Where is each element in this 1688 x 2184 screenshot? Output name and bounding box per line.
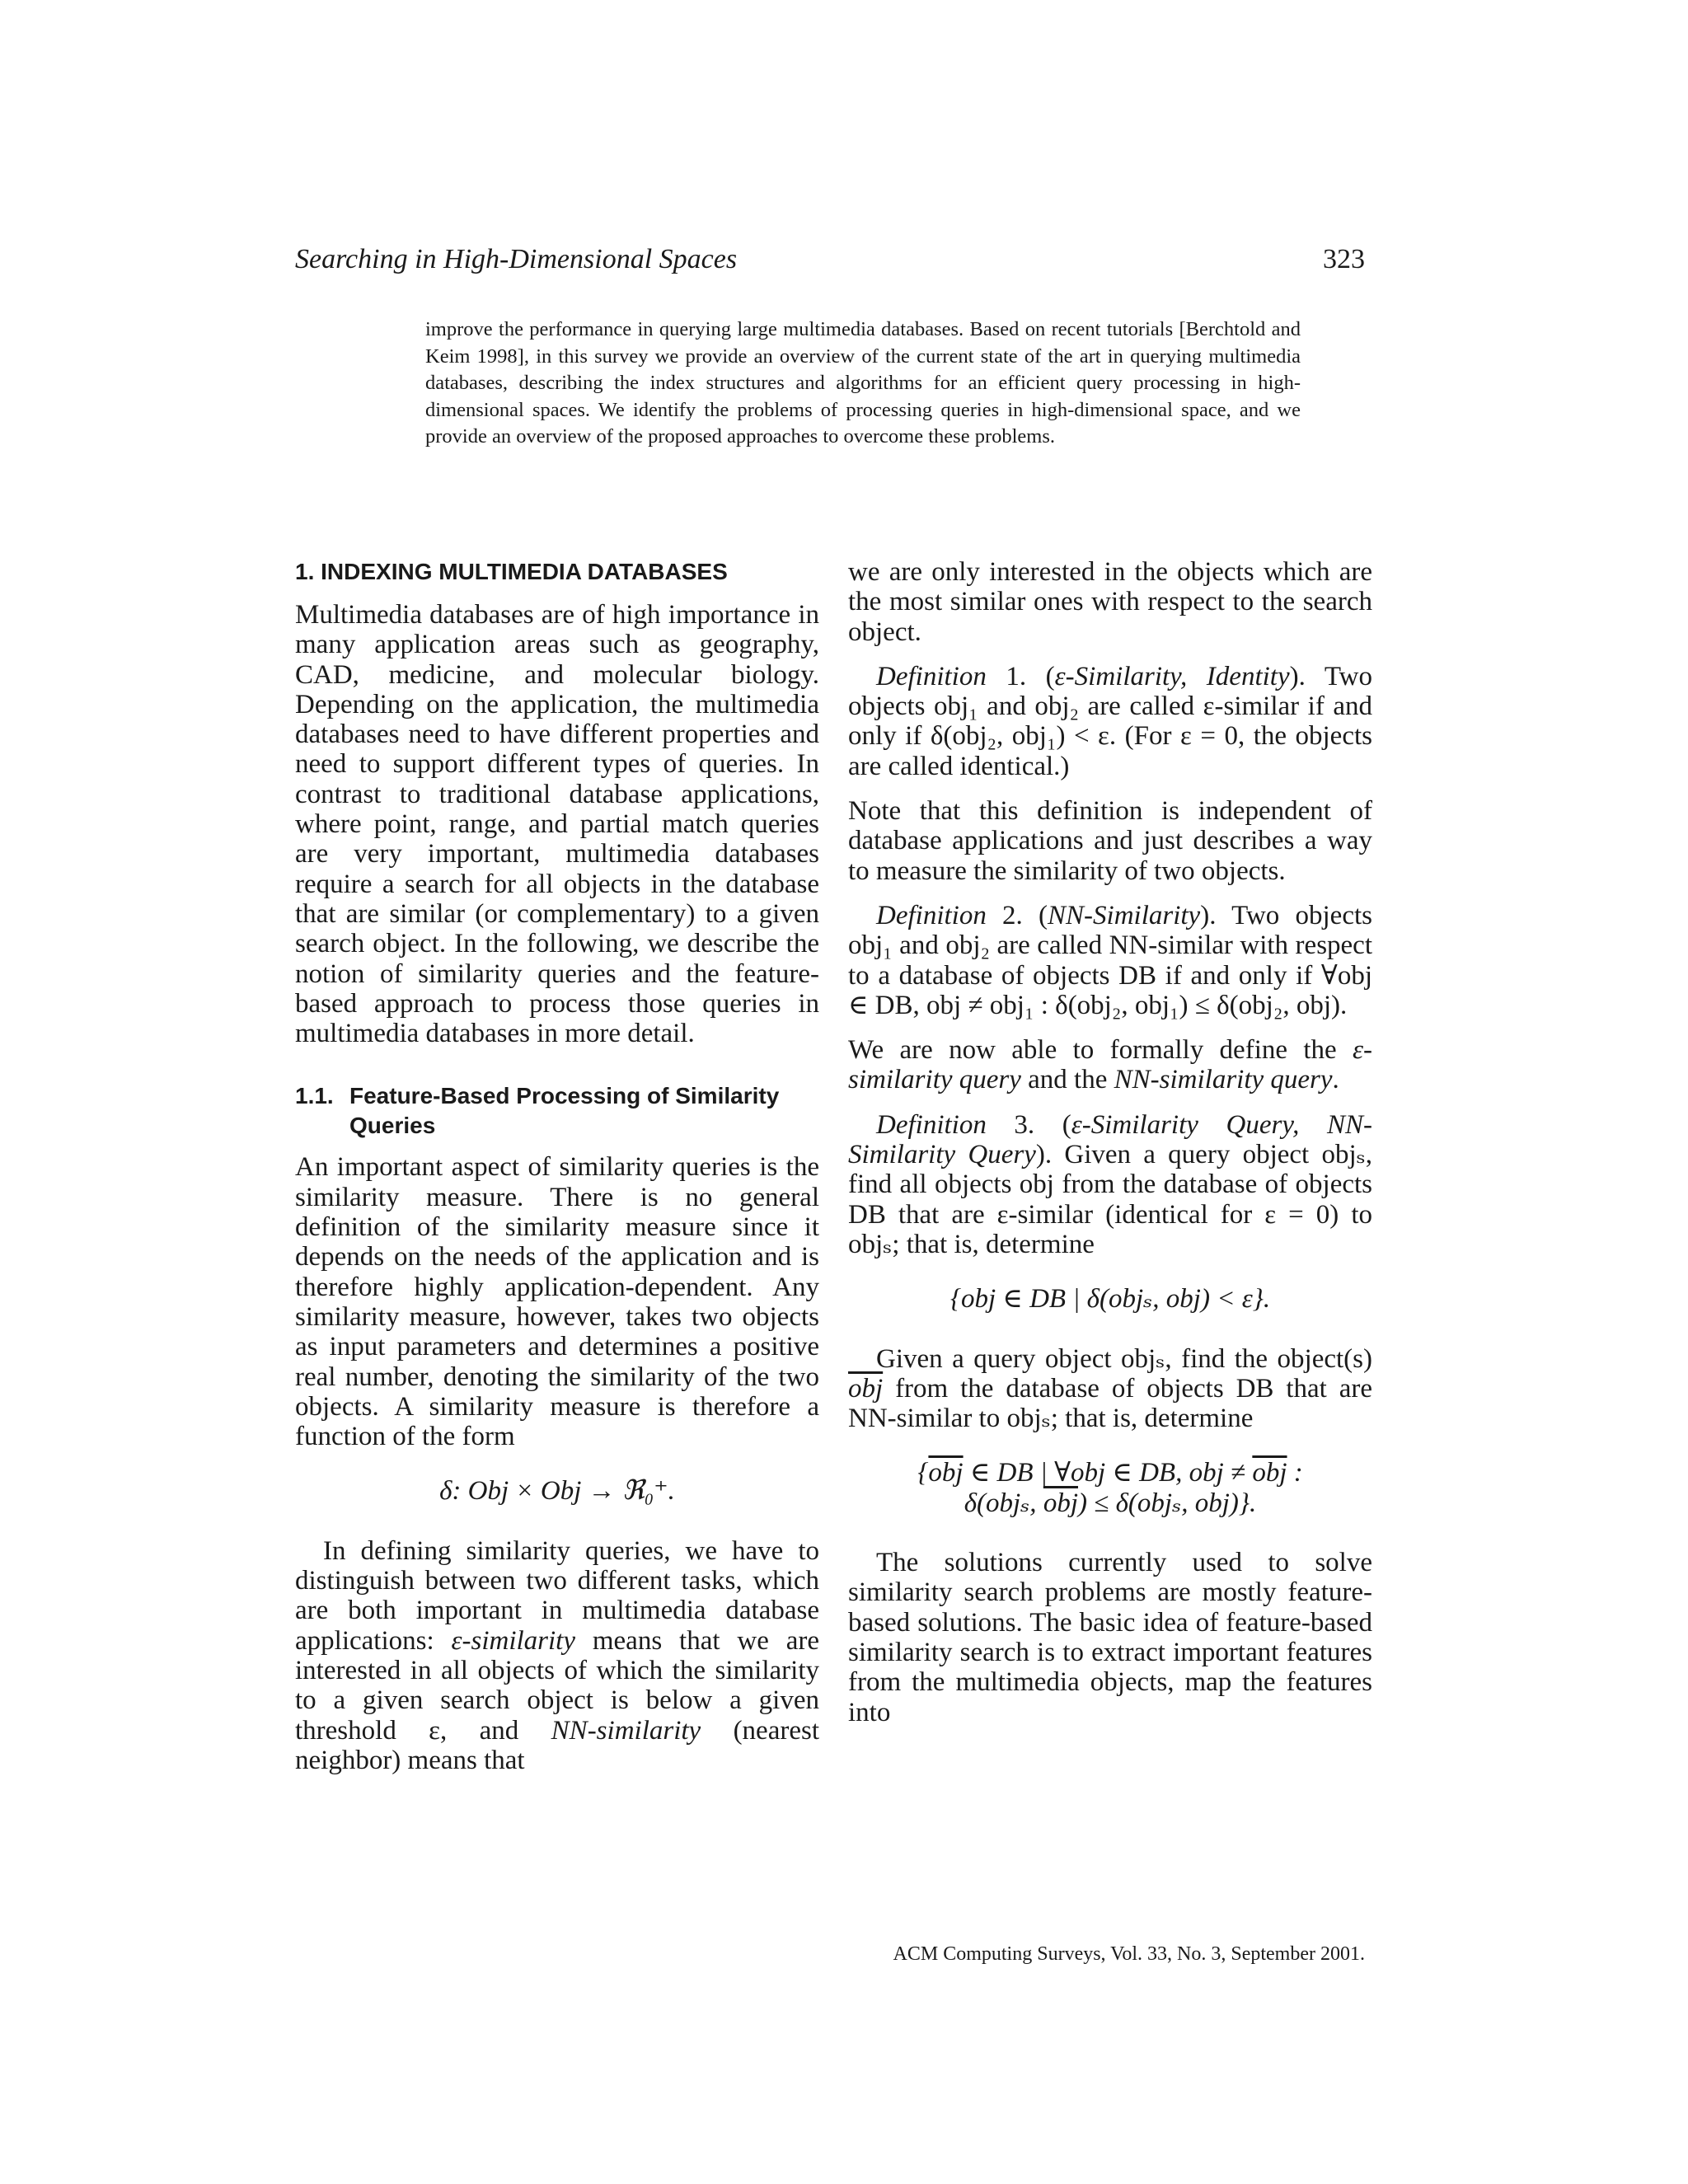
definition-2 — [848, 901, 1372, 1020]
definition-title: NN-Similarity — [1048, 900, 1201, 930]
text-run: ) ≤ δ(objₛ, obj)}. — [1077, 1488, 1257, 1518]
definition-label: Definition — [876, 1109, 987, 1140]
epsilon-query-formula: {obj ∈ DB | δ(objₛ, obj) < ε}. — [950, 1284, 1271, 1315]
page-header — [295, 244, 1365, 284]
definition-title: ε-Similarity Query, NN-Similarity Query — [848, 1109, 1372, 1170]
text-run: We are now able to formally define the — [848, 1035, 1353, 1066]
subsection-title: Feature-Based Processing of Similarity Queries — [349, 1083, 780, 1139]
term-epsilon-similarity-query: ε-similarity query — [848, 1035, 1372, 1095]
section-paragraph: Multimedia databases are of high importance in many application areas such as geography, CAD, medicine, and molecular biology. Depending on the application, the multimedia databases need to have different properties and need to support different types of queries. In contrast to traditional database applications, where point, range, and partial match queries are very important, multimedia databases require a search for all objects in the database that are similar (or complementary) to a given search object. In the following, we describe the notion of similarity queries and the feature-based approach to process those queries in multimedia databases in more detail. — [295, 600, 819, 1049]
overlined-obj: $\overline{obj}$ — [1043, 1488, 1078, 1518]
text-run: (nearest neighbor) means that — [295, 1715, 819, 1775]
text-run: 2. ( — [986, 900, 1048, 930]
term-nn-similarity-query: NN-similarity query — [1114, 1065, 1333, 1095]
text-run: δ(objₛ, — [964, 1488, 1043, 1518]
text-run: ). — [1289, 661, 1306, 691]
overlined-obj: $\overline{obj}$ — [1252, 1458, 1287, 1488]
definition-body: Given a query object objₛ, find all objects obj from the database of objects DB that are ε-similar (identical for ε = 0) to objₛ; that is, determine — [848, 1140, 1372, 1259]
definition-label: Definition — [876, 661, 987, 691]
text-run: 1. ( — [986, 661, 1055, 691]
formula-line-2 — [848, 1488, 1372, 1518]
text-run: { — [917, 1458, 929, 1488]
left-column — [295, 557, 819, 1790]
similarity-tasks-paragraph — [295, 1536, 819, 1775]
definition-title: ε-Similarity, Identity — [1054, 661, 1290, 691]
right-column — [848, 557, 1372, 1742]
abstract-text: improve the performance in querying large multimedia databases. Based on recent tutorials [Berchtold and Keim 1998], in this survey we provide an overview of the current state of the art in querying multimedia databases, describing the index structures and algorithms for an efficient query processing in high-dimensional spaces. We identify the problems of processing queries in high-dimensional space, and we provide an overview of the proposed approaches to overcome these problems. — [425, 318, 1301, 448]
formal-definition-paragraph — [848, 1035, 1372, 1095]
definition-3 — [848, 1110, 1372, 1259]
text-run: ). — [1200, 900, 1217, 930]
definition-label: Definition — [876, 900, 987, 930]
subsection-number: 1.1. — [295, 1083, 334, 1109]
text-run: : — [1287, 1458, 1303, 1488]
overlined-obj: $\overline{obj}$ — [928, 1458, 964, 1488]
journal-citation: ACM Computing Surveys, Vol. 33, No. 3, September 2001. — [893, 1943, 1365, 1965]
continuation-paragraph: we are only interested in the objects which are the most similar ones with respect to the search object. — [848, 557, 1372, 647]
definition-body: Two objects obj₁ and obj₂ are called ε-similar if and only if δ(obj₂, obj₁) < ε. (For ε = 0, the objects are called identical.) — [848, 661, 1372, 781]
running-title: Searching in High-Dimensional Spaces — [295, 244, 738, 274]
text-run: ). — [1035, 1140, 1053, 1170]
text-run: 3. ( — [986, 1109, 1071, 1140]
text-run: and the — [1020, 1065, 1114, 1095]
text-run: . — [1332, 1065, 1339, 1095]
formula-line-1 — [848, 1458, 1372, 1488]
nn-query-formula — [848, 1458, 1372, 1518]
text-run: means that we are interested in all objects of which the similarity to a given search object is below a given threshold ε, and — [295, 1625, 819, 1746]
note-paragraph: Note that this definition is independent of database applications and just describes a way to measure the similarity of two objects. — [848, 796, 1372, 886]
page-number: 323 — [1323, 244, 1365, 274]
text-run: In defining similarity queries, we have to distinguish between two different tasks, which are both important in multimedia database applications: — [295, 1535, 819, 1656]
similarity-function-formula: δ: Obj × Obj → ℜ₀⁺. — [439, 1476, 675, 1507]
definition-1 — [848, 662, 1372, 781]
subsection-heading — [295, 1081, 819, 1141]
term-epsilon-similarity: ε-similarity — [451, 1625, 575, 1656]
nn-query-paragraph — [848, 1344, 1372, 1434]
subsection-paragraph: An important aspect of similarity queries is the similarity measure. There is no general definition of the similarity measure since it depends on the needs of the application and is therefore highly application-dependent. Any similarity measure, however, takes two objects as input parameters and determines a positive real number, denoting the similarity of the two objects. A similarity measure is therefore a function of the form — [295, 1152, 819, 1452]
text-run: Given a query object objₛ, find the object(s) — [876, 1343, 1372, 1374]
text-run: ∈ DB | ∀obj ∈ DB, obj ≠ — [963, 1458, 1253, 1488]
overlined-obj: $\overline{obj}$ — [848, 1373, 884, 1404]
abstract — [425, 316, 1301, 451]
solutions-paragraph: The solutions currently used to solve similarity search problems are mostly feature-based solutions. The basic idea of feature-based similarity search is to extract important features from the multimedia objects, map the features into — [848, 1548, 1372, 1727]
term-nn-similarity: NN-similarity — [551, 1715, 701, 1746]
text-run: from the database of objects DB that are NN-similar to objₛ; that is, determine — [848, 1373, 1372, 1434]
definition-body: Two objects obj₁ and obj₂ are called NN-similar with respect to a database of objects DB if and only if ∀obj ∈ DB, obj ≠ obj₁ : δ(obj₂, obj₁) ≤ δ(obj₂, obj). — [848, 900, 1372, 1020]
section-heading: 1. INDEXING MULTIMEDIA DATABASES — [295, 559, 728, 584]
